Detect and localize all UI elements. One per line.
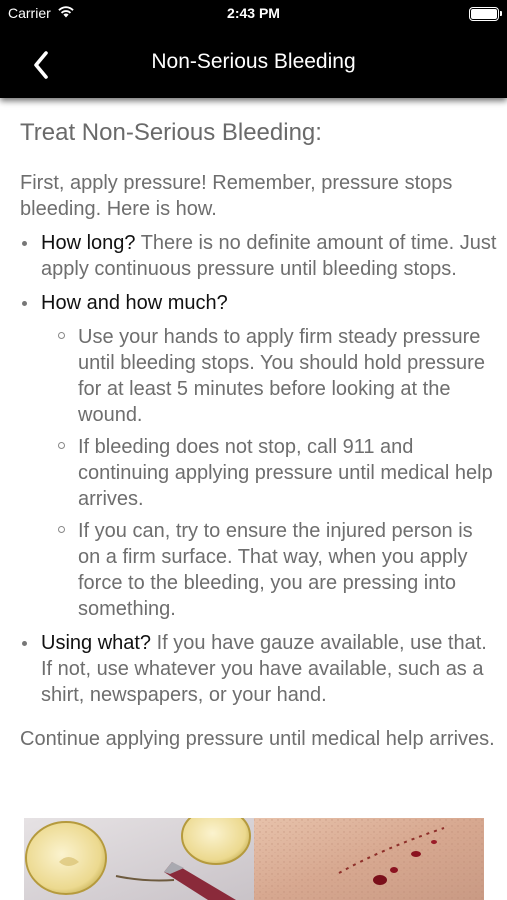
- carrier-label: Carrier: [8, 5, 51, 21]
- bullet-text: There is no definite amount of time. Just apply continuous pressure until bleeding stops.: [41, 232, 497, 280]
- sub-list: [41, 324, 498, 622]
- bullet-label: How long?: [41, 232, 136, 254]
- bullet-text: If you have gauze available, use that. If not, use whatever you have available, such as a shirt, newspapers, or your hand.: [41, 632, 487, 706]
- sub-list-item: Use your hands to apply firm steady pressure until bleeding stops. You should hold pressure for at least 5 minutes before looking at the wound.: [41, 324, 498, 428]
- intro-paragraph: First, apply pressure! Remember, pressure stops bleeding. Here is how.: [20, 172, 453, 220]
- list-item-how-long: [20, 230, 498, 282]
- sub-list-item: If you can, try to ensure the injured person is on a firm surface. That way, when you apply force to the bleeding, you are pressing into something.: [41, 518, 498, 622]
- page-title: Non-Serious Bleeding: [151, 50, 356, 73]
- navigation-bar: [0, 28, 507, 98]
- bullet-label: Using what?: [41, 632, 152, 654]
- article-content: [20, 118, 498, 752]
- instruction-list: [20, 230, 498, 708]
- illustration-image: [24, 818, 484, 900]
- outro-paragraph: Continue applying pressure until medical help arrives.: [20, 728, 495, 750]
- battery-icon: [469, 7, 499, 21]
- section-heading: Treat Non-Serious Bleeding:: [20, 119, 322, 146]
- status-bar: [0, 0, 507, 28]
- sub-list-item: If bleeding does not stop, call 911 and continuing applying pressure until medical help arrives.: [41, 434, 498, 512]
- status-time: 2:43 PM: [227, 5, 280, 21]
- list-item-how-much: [20, 290, 498, 622]
- bullet-label: How and how much?: [41, 292, 228, 314]
- list-item-using-what: [20, 630, 498, 708]
